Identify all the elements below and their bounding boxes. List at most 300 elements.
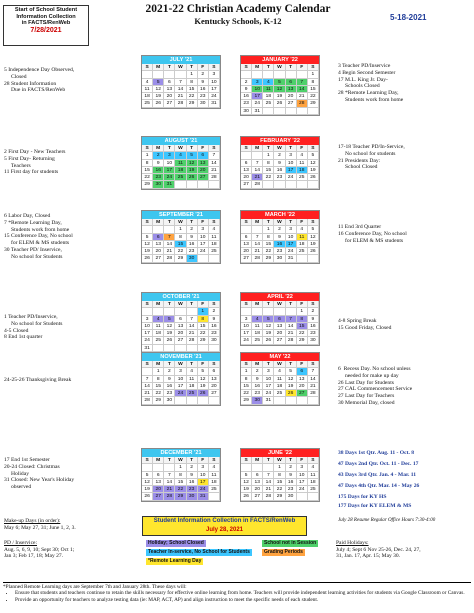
day-cell: 17 [175, 383, 186, 390]
weekday-label: T [164, 301, 175, 308]
note-block [4, 67, 136, 94]
day-cell: 5 [286, 368, 297, 375]
note-line: 20-24 Closed: Christmas [4, 463, 60, 470]
day-cell: 5 [274, 79, 285, 86]
month-calendar-apr [240, 292, 320, 346]
day-cell: 21 [252, 248, 263, 255]
day-cell: 14 [175, 86, 186, 93]
day-cell: 18 [263, 93, 274, 100]
empty-cell [209, 255, 220, 262]
empty-cell [308, 255, 319, 262]
day-cell: 18 [175, 167, 186, 174]
day-cell: 19 [286, 383, 297, 390]
day-cell: 7 [308, 368, 319, 375]
page-title: 2021-22 Christian Academy Calendar [145, 3, 331, 15]
day-cell: 7 [297, 79, 308, 86]
day-cell: 8 [297, 316, 308, 323]
day-cell: 26 [198, 390, 209, 397]
weekday-label: W [175, 219, 186, 226]
day-cell: 22 [241, 390, 252, 397]
note-block [338, 366, 472, 407]
note-line: 6 Recess Day. No school unless [338, 366, 411, 372]
day-cell: 26 [263, 337, 274, 344]
day-cell: 23 [241, 100, 252, 107]
empty-cell [263, 308, 274, 315]
day-cell: 5 [142, 234, 153, 241]
day-cell: 13 [241, 241, 252, 248]
day-cell: 10 [175, 376, 186, 383]
day-cell: 4 [175, 152, 186, 159]
day-cell: 14 [164, 479, 175, 486]
day-cell: 8 [175, 234, 186, 241]
empty-cell [187, 181, 198, 188]
weekday-label: W [274, 301, 285, 308]
day-cell: 15 [187, 86, 198, 93]
day-cell: 5 [198, 368, 209, 375]
day-cell: 22 [274, 486, 285, 493]
day-cell: 3 [297, 464, 308, 471]
day-cell: 29 [187, 100, 198, 107]
note-line: Students work from home [4, 226, 70, 233]
empty-cell [263, 464, 274, 471]
day-cell: 7 [209, 152, 220, 159]
day-cell: 9 [308, 316, 319, 323]
day-cell: 9 [252, 376, 263, 383]
weekday-label: M [252, 361, 263, 368]
empty-cell [209, 397, 220, 404]
day-cell: 9 [274, 234, 285, 241]
day-cell: 16 [153, 167, 164, 174]
note-line: 15 Good Friday, Closed [338, 324, 392, 331]
empty-cell [209, 493, 220, 500]
day-cell: 11 [142, 86, 153, 93]
day-cell: 9 [187, 472, 198, 479]
note-line: 17-18 Teacher PD/In-Service, [338, 144, 405, 150]
day-cell: 20 [175, 330, 186, 337]
day-cell: 9 [241, 86, 252, 93]
empty-cell [164, 226, 175, 233]
weekday-label: T [187, 145, 198, 152]
day-cell: 2 [274, 226, 285, 233]
weekday-label: S [209, 301, 220, 308]
day-cell: 17 [164, 167, 175, 174]
day-cell: 29 [241, 397, 252, 404]
day-cell: 15 [175, 241, 186, 248]
day-cell: 30 [153, 181, 164, 188]
month-calendar-jun [240, 448, 320, 502]
day-cell: 29 [153, 397, 164, 404]
day-cell: 11 [252, 323, 263, 330]
weekday-label: T [187, 64, 198, 71]
day-cell: 19 [241, 486, 252, 493]
month-calendar-jul [141, 55, 221, 109]
day-cell: 10 [297, 472, 308, 479]
empty-cell [241, 226, 252, 233]
note-line: No school for students [338, 150, 396, 157]
day-cell: 4 [252, 316, 263, 323]
empty-cell [308, 493, 319, 500]
page-subtitle: Kentucky Schools, K-12 [194, 16, 282, 26]
note-line: 21 Presidents Day: [338, 157, 381, 164]
day-cell: 12 [198, 376, 209, 383]
makeup-title: Make-up Days (in order): [4, 518, 61, 524]
day-cell: 11 [153, 323, 164, 330]
note-line: Due in FACTS/RenWeb [4, 87, 66, 94]
weekday-label: S [142, 301, 153, 308]
day-cell: 26 [164, 337, 175, 344]
day-cell: 10 [286, 160, 297, 167]
day-cell: 23 [187, 248, 198, 255]
weekday-label: T [286, 64, 297, 71]
day-cell: 22 [187, 93, 198, 100]
note-line: 30 Memorial Day, closed [338, 399, 395, 406]
day-cell: 3 [198, 464, 209, 471]
weekday-label: T [263, 64, 274, 71]
weekday-label: F [297, 301, 308, 308]
day-cell: 18 [142, 93, 153, 100]
weekday-label: S [142, 361, 153, 368]
day-cell: 30 [308, 337, 319, 344]
day-cell: 5 [263, 316, 274, 323]
day-cell: 12 [286, 376, 297, 383]
quarter-days: 175 Days for KY HS [338, 494, 387, 500]
empty-cell [209, 345, 220, 352]
info-box-line: Start of School Student [14, 7, 78, 13]
day-cell: 2 [164, 368, 175, 375]
day-cell: 1 [297, 308, 308, 315]
day-cell: 23 [153, 174, 164, 181]
note-line: 4-5 Closed [4, 327, 29, 334]
makeup-text: May 6; May 27, 31; June 1, 2, 3. [4, 524, 76, 531]
day-cell: 4 [153, 316, 164, 323]
day-cell: 1 [142, 152, 153, 159]
weekday-label: S [241, 457, 252, 464]
day-cell: 15 [198, 323, 209, 330]
day-cell: 21 [308, 383, 319, 390]
day-cell: 1 [308, 71, 319, 78]
day-cell: 15 [241, 383, 252, 390]
empty-cell [252, 152, 263, 159]
weekday-label: W [274, 64, 285, 71]
day-cell: 20 [241, 248, 252, 255]
day-cell: 31 [198, 493, 209, 500]
day-cell: 28 [252, 255, 263, 262]
empty-cell [175, 308, 186, 315]
day-cell: 3 [209, 71, 220, 78]
empty-cell [308, 397, 319, 404]
day-cell: 18 [209, 241, 220, 248]
day-cell: 21 [263, 486, 274, 493]
day-cell: 19 [198, 383, 209, 390]
day-cell: 13 [153, 479, 164, 486]
day-cell: 30 [164, 397, 175, 404]
note-line: 27 Last Day for Teachers [338, 393, 395, 400]
day-cell: 26 [153, 100, 164, 107]
day-cell: 4 [263, 79, 274, 86]
day-cell: 22 [198, 330, 209, 337]
day-cell: 2 [241, 79, 252, 86]
day-cell: 29 [175, 255, 186, 262]
note-line: 16 Conference Day, No school [338, 230, 407, 237]
note-line: needed for make up day [338, 372, 399, 379]
day-cell: 31 [142, 345, 153, 352]
day-cell: 26 [308, 174, 319, 181]
day-cell: 8 [175, 472, 186, 479]
weekday-label: W [175, 361, 186, 368]
day-cell: 2 [198, 71, 209, 78]
legend-holiday: Holiday; School Closed [148, 540, 204, 546]
weekday-label: S [308, 219, 319, 226]
day-cell: 11 [209, 234, 220, 241]
day-cell: 11 [297, 234, 308, 241]
day-cell: 6 [209, 368, 220, 375]
day-cell: 24 [241, 337, 252, 344]
weekday-label: M [252, 145, 263, 152]
day-cell: 13 [198, 160, 209, 167]
day-cell: 11 [297, 160, 308, 167]
day-cell: 26 [187, 174, 198, 181]
legend-not-in-session: School not in Session [264, 540, 317, 546]
info-box-line: in FACTS/RenWeb [21, 20, 71, 27]
weekday-label: W [274, 145, 285, 152]
day-cell: 9 [286, 472, 297, 479]
empty-cell [164, 308, 175, 315]
day-cell: 22 [297, 330, 308, 337]
paid-holidays-title: Paid Holidays: [336, 540, 369, 546]
note-line: 15 Conference Day, No school [4, 233, 73, 240]
day-cell: 11 [263, 86, 274, 93]
note-line: for ELEM & MS students [4, 240, 70, 247]
day-cell: 9 [198, 79, 209, 86]
day-cell: 28 [308, 390, 319, 397]
day-cell: 6 [153, 472, 164, 479]
day-cell: 26 [308, 248, 319, 255]
day-cell: 7 [175, 79, 186, 86]
weekday-label: T [286, 219, 297, 226]
day-cell: 23 [274, 248, 285, 255]
day-cell: 6 [153, 234, 164, 241]
day-cell: 17 [198, 241, 209, 248]
day-cell: 11 [175, 160, 186, 167]
empty-cell [198, 345, 209, 352]
weekday-label: M [153, 457, 164, 464]
day-cell: 4 [142, 79, 153, 86]
empty-cell [198, 397, 209, 404]
day-cell: 12 [142, 241, 153, 248]
weekday-label: F [297, 64, 308, 71]
day-cell: 26 [286, 390, 297, 397]
weekday-label: S [308, 361, 319, 368]
day-cell: 25 [263, 100, 274, 107]
day-cell: 27 [175, 337, 186, 344]
day-cell: 18 [274, 383, 285, 390]
weekday-label: T [187, 219, 198, 226]
day-cell: 10 [209, 79, 220, 86]
empty-cell [297, 397, 308, 404]
day-cell: 16 [187, 479, 198, 486]
day-cell: 27 [198, 174, 209, 181]
day-cell: 29 [263, 255, 274, 262]
day-cell: 8 [187, 79, 198, 86]
day-cell: 8 [274, 472, 285, 479]
empty-cell [142, 226, 153, 233]
day-cell: 28 [286, 337, 297, 344]
day-cell: 13 [286, 86, 297, 93]
day-cell: 18 [297, 167, 308, 174]
day-cell: 7 [263, 472, 274, 479]
day-cell: 8 [153, 376, 164, 383]
weekday-label: S [209, 64, 220, 71]
pd-line: Aug. 5, 6, 9, 10; Sept 30; Oct 1; [4, 546, 75, 553]
day-cell: 2 [252, 368, 263, 375]
month-header: SEPTEMBER '21 [142, 211, 220, 219]
day-cell: 30 [209, 337, 220, 344]
note-block [338, 318, 472, 332]
note-line: No school for Students [4, 320, 63, 327]
day-cell: 24 [164, 174, 175, 181]
month-header: OCTOBER '21 [142, 293, 220, 301]
day-cell: 24 [142, 337, 153, 344]
empty-cell [297, 71, 308, 78]
empty-cell [209, 181, 220, 188]
day-cell: 13 [164, 86, 175, 93]
day-cell: 18 [209, 479, 220, 486]
day-cell: 10 [241, 323, 252, 330]
footer-lead: *Planned Remote Learning days are September 7th and January 28th. These days will: [3, 584, 187, 590]
day-cell: 25 [209, 486, 220, 493]
month-calendar-may [240, 352, 320, 406]
day-cell: 14 [164, 241, 175, 248]
month-calendar-nov [141, 352, 221, 406]
footer-bullet: • Ensure that students and teachers continue to retain the skills necessary for effective online learning from home. Teachers will provide independent learning activities for students via Google Classroom or Canvas. [15, 590, 471, 596]
month-calendar-sep [141, 210, 221, 264]
note-line: 5 First Day- Returning [4, 155, 55, 162]
day-cell: 27 [241, 181, 252, 188]
day-cell: 3 [286, 152, 297, 159]
note-line: 4-8 Spring Break [338, 318, 377, 324]
day-cell: 31 [164, 181, 175, 188]
day-cell: 25 [297, 248, 308, 255]
paid-holidays-line: July 4; Sept 6 Nov 25-26, Dec. 24, 27, [336, 546, 421, 553]
weekday-label: S [241, 301, 252, 308]
day-cell: 19 [274, 93, 285, 100]
note-line: 5 Independence Day Observed, [4, 67, 75, 73]
day-cell: 6 [241, 160, 252, 167]
day-cell: 15 [308, 86, 319, 93]
day-cell: 5 [241, 472, 252, 479]
day-cell: 29 [297, 337, 308, 344]
day-cell: 7 [252, 160, 263, 167]
day-cell: 27 [286, 100, 297, 107]
weekday-label: F [198, 64, 209, 71]
footer-notes [3, 582, 471, 603]
info-box [3, 5, 89, 46]
month-header: JANUARY '22 [241, 56, 319, 64]
day-cell: 24 [198, 248, 209, 255]
weekday-label: F [297, 145, 308, 152]
day-cell: 2 [308, 308, 319, 315]
empty-cell [274, 108, 285, 115]
day-cell: 21 [297, 93, 308, 100]
paid-holidays [336, 540, 471, 560]
pd-days [4, 540, 134, 560]
day-cell: 10 [198, 472, 209, 479]
note-block [338, 224, 472, 244]
day-cell: 29 [175, 493, 186, 500]
weekday-label: F [198, 145, 209, 152]
month-calendar-aug [141, 136, 221, 190]
note-line: 24-25-26 Thanksgiving Break [4, 377, 72, 383]
day-cell: 19 [142, 248, 153, 255]
day-cell: 14 [308, 376, 319, 383]
makeup-days [4, 518, 104, 531]
day-cell: 14 [142, 383, 153, 390]
day-cell: 12 [308, 234, 319, 241]
day-cell: 14 [286, 323, 297, 330]
day-cell: 18 [153, 330, 164, 337]
note-line: 2 First Day - New Teachers [4, 149, 66, 155]
weekday-label: S [142, 457, 153, 464]
weekday-label: T [286, 361, 297, 368]
empty-cell [286, 108, 297, 115]
note-line: 31 Closed: New Year's Holiday [4, 477, 75, 484]
day-cell: 15 [263, 167, 274, 174]
empty-cell [142, 308, 153, 315]
day-cell: 24 [252, 100, 263, 107]
note-block [4, 149, 136, 176]
day-cell: 23 [274, 174, 285, 181]
footer-bullet: • Provide an opportunity for teachers to analyze testing data (ie: MAP, ACT, AP) and align instruction to meet the specific needs of each student. [15, 597, 471, 603]
info-box-line: Information Collection [16, 13, 76, 20]
note-line: Schools Closed [338, 83, 380, 90]
day-cell: 4 [209, 226, 220, 233]
day-cell: 12 [274, 86, 285, 93]
weekday-label: W [274, 361, 285, 368]
month-header: APRIL '22 [241, 293, 319, 301]
empty-cell [187, 397, 198, 404]
day-cell: 18 [187, 383, 198, 390]
weekday-label: M [252, 64, 263, 71]
empty-cell [263, 71, 274, 78]
month-header: JULY '21 [142, 56, 220, 64]
weekday-label: F [198, 219, 209, 226]
day-cell: 20 [209, 383, 220, 390]
weekday-label: M [153, 145, 164, 152]
day-cell: 3 [252, 79, 263, 86]
note-block [4, 213, 136, 261]
quarter-days: 47 Days 2nd Qtr. Oct. 11 - Dec. 17 [338, 461, 419, 467]
day-cell: 30 [241, 108, 252, 115]
note-block [4, 457, 136, 491]
revision-date: 5-18-2021 [390, 13, 427, 22]
empty-cell [153, 464, 164, 471]
day-cell: 14 [187, 323, 198, 330]
weekday-label: T [164, 457, 175, 464]
weekday-label: M [153, 361, 164, 368]
weekday-label: M [252, 457, 263, 464]
day-cell: 28 [187, 337, 198, 344]
empty-cell [308, 181, 319, 188]
day-cell: 23 [252, 390, 263, 397]
day-cell: 10 [286, 234, 297, 241]
weekday-label: T [263, 145, 274, 152]
day-cell: 27 [274, 337, 285, 344]
day-cell: 20 [164, 93, 175, 100]
day-cell: 4 [274, 368, 285, 375]
day-cell: 28 [142, 397, 153, 404]
day-cell: 3 [142, 316, 153, 323]
day-cell: 27 [153, 255, 164, 262]
